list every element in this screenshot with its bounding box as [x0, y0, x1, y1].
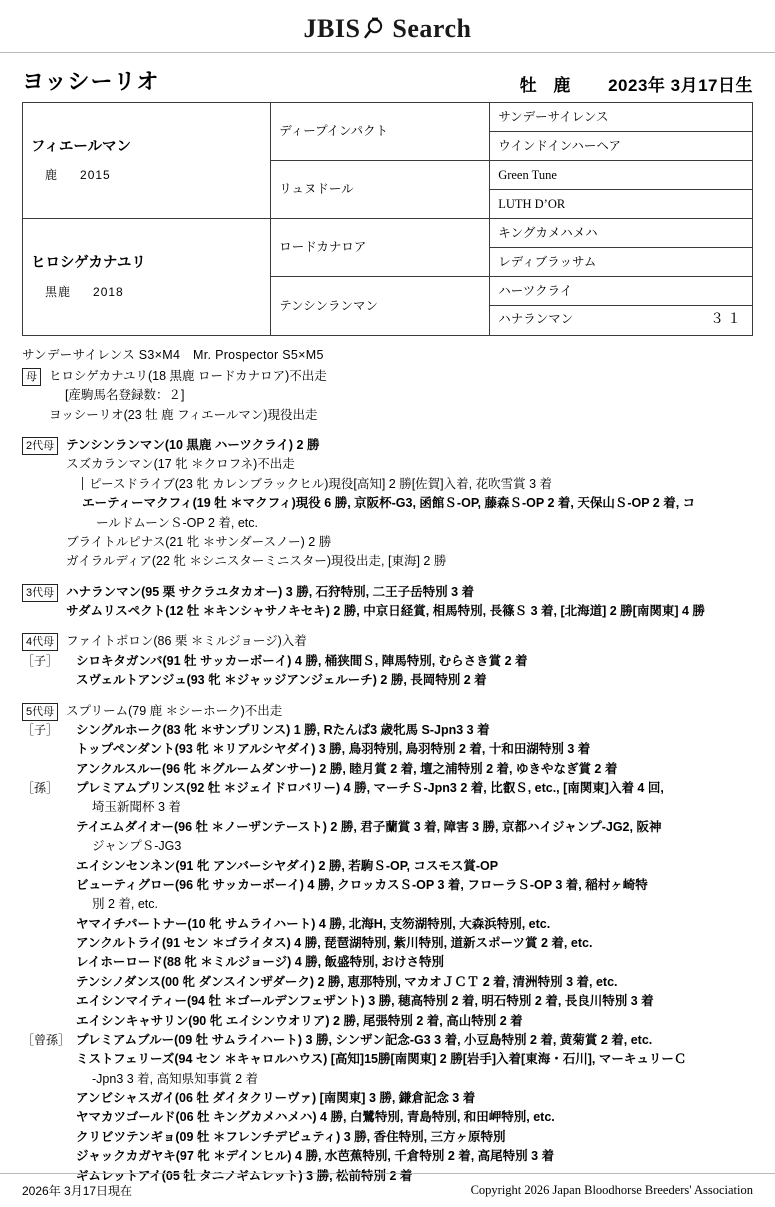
pedigree-note-text: ヒロシゲカナユリ(18 黒鹿 ロードカナロア)不出走 [49, 368, 327, 383]
pedigree-note-line [76, 652, 753, 671]
horse-birthdate: 2023年 3月17日生 [608, 76, 753, 95]
pedigree-note-line [76, 1108, 753, 1127]
pedigree-note-text: ハナランマン(95 栗 サクラユタカオー) 3 勝, 石狩特別, 二王子岳特別 3 着 [66, 584, 474, 599]
pedigree-section-row [22, 702, 753, 721]
pedigree-dam-name: ヒロシゲカナユリ [31, 255, 146, 272]
pedigree-dam-dam-cell[interactable]: テンシンランマン [271, 277, 490, 336]
pedigree-subsection-body [76, 1031, 753, 1186]
pedigree-note-text: シロキタガンバ(91 牡 サッカーボーイ) 4 勝, 桶狭間Ｓ, 陣馬特別, むらさき賞 2 着 [76, 653, 528, 668]
pedigree-note-text: エーティーマクフィ(19 牡 ＊マクフィ)現役 6 勝, 京阪杯-G3, 函館Ｓ-OP, 藤森Ｓ-OP 2 着, 天保山Ｓ-OP 2 着, コ [82, 496, 696, 511]
pedigree-note-line [66, 583, 753, 602]
pedigree-note-line [76, 915, 753, 934]
pedigree-note-line [66, 514, 753, 533]
pedigree-note-text: スヴェルトアンジュ(93 牝 ＊ジャッジアンジェルーチ) 2 勝, 長岡特別 2 着 [76, 673, 487, 688]
pedigree-dam-sire-cell[interactable]: ロードカナロア [271, 219, 490, 277]
pedigree-note-line [66, 602, 753, 621]
pedigree-table [22, 102, 753, 336]
pedigree-sire-dam-dam-cell[interactable]: LUTH D’OR [490, 190, 753, 219]
page-header [0, 0, 775, 53]
pedigree-note-text: プレミアムブルー(09 牡 サムライハート) 3 勝, シンザン記念-G3 3 着, 小豆島特別 2 着, 黄菊賞 2 着, etc. [76, 1032, 653, 1047]
pedigree-section-row [22, 367, 753, 425]
logo-jbis-text: JBIS [303, 14, 361, 43]
pedigree-dam-cell[interactable] [23, 219, 271, 336]
table-row [23, 219, 753, 248]
pedigree-note-line [66, 494, 753, 513]
pedigree-sire-name: フィエールマン [31, 138, 132, 155]
pedigree-note-text: サダムリスペクト(12 牡 ＊キンシャサノキセキ) 2 勝, 中京日経賞, 相馬特別, 長篠Ｓ 3 着, [北海道] 2 勝[南関東] 4 勝 [66, 604, 705, 619]
pedigree-note-line [76, 798, 753, 817]
pedigree-section-row [22, 583, 753, 622]
pedigree-note-line [76, 953, 753, 972]
pedigree-note-text: ヨッシーリオ(23 牡 鹿 フィエールマン)現役出走 [49, 407, 318, 422]
pedigree-note-text: エイシンキャサリン(90 牝 エイシンウオリア) 2 勝, 尾張特別 2 着, 高山特別 2 着 [76, 1013, 523, 1028]
pedigree-note-text: ミストフェリーズ(94 セン ＊キャロルハウス) [高知]15勝[南関東] 2 勝[岩手]入着[東海・石川], マーキュリーＣ [76, 1052, 687, 1067]
pedigree-subsection-row [22, 721, 753, 779]
pedigree-note-text: [産駒馬名登録数：２] [65, 388, 185, 403]
pedigree-note-line [76, 1012, 753, 1031]
pedigree-section [22, 632, 753, 690]
pedigree-note-text: プレミアムプリンス(92 牡 ＊ジェイドロバリー) 4 勝, マーチＳ-Jpn3 2 着, 比叡Ｓ, etc., [南関東]入着 4 回, [76, 781, 664, 796]
pedigree-note-line [76, 934, 753, 953]
pedigree-sire-detail [31, 167, 262, 183]
pedigree-section-body [66, 632, 753, 651]
pedigree-dam-sire-sire-cell[interactable]: キングカメハメハ [490, 219, 753, 248]
pedigree-note-line [76, 818, 753, 837]
horse-meta [520, 71, 753, 96]
pedigree-section [22, 583, 753, 622]
pedigree-note-line [76, 973, 753, 992]
pedigree-note-text: ジャンプＳ-JG3 [92, 839, 182, 854]
page-footer [0, 1173, 775, 1207]
pedigree-note-line [66, 552, 753, 571]
pedigree-note-text: シングルホーク(83 牝 ＊サンプリンス) 1 勝, Rたんぱ3 歳牝馬 S-Jpn3 3 着 [76, 722, 490, 737]
pedigree-note-text: アンクルスルー(96 牝 ＊グルームダンサー) 2 勝, 睦月賞 2 着, 壇之浦特別 2 着, ゆきやなぎ賞 2 着 [76, 761, 618, 776]
inbreeding-line: サンデーサイレンス S3×M4 Mr. Prospector S5×M5 [22, 347, 324, 362]
pedigree-note-line [76, 1128, 753, 1147]
pedigree-sire-dam-cell[interactable]: リュヌドール [271, 161, 490, 219]
pedigree-note-text: テイエムダイオー(96 牡 ＊ノーザンテースト) 2 勝, 君子蘭賞 3 着, 障害 3 勝, 京都ハイジャンプ-JG2, 阪神 [76, 819, 662, 834]
relation-label: ［子］ [22, 722, 59, 737]
pedigree-note-line [76, 1070, 753, 1089]
pedigree-note-line [76, 1031, 753, 1050]
logo-search-text: Search [392, 14, 472, 43]
pedigree-sire-sire-dam-cell[interactable]: ウインドインハーヘア [490, 132, 753, 161]
pedigree-subsection-row [22, 779, 753, 1031]
pedigree-section [22, 367, 753, 425]
generation-tag: 2代母 [22, 437, 58, 455]
pedigree-sire-sire-sire-cell[interactable]: サンデーサイレンス [490, 103, 753, 132]
pedigree-note-text: テンシンランマン(10 黒鹿 ハーツクライ) 2 勝 [66, 438, 320, 453]
pedigree-section-body [66, 702, 753, 721]
horse-title-row [0, 53, 775, 102]
pedigree-note-line [76, 1089, 753, 1108]
footer-copyright: Copyright 2026 Japan Bloodhorse Breeders' Association [470, 1182, 753, 1197]
pedigree-section-row [22, 436, 753, 572]
pedigree-note-line [76, 721, 753, 740]
pedigree-dam-dam-sire-cell[interactable]: ハーツクライ [490, 277, 753, 306]
pedigree-note-line [66, 533, 753, 552]
jbis-search-logo[interactable] [304, 14, 472, 44]
pedigree-notes [0, 367, 775, 1207]
pedigree-note-line [66, 455, 753, 474]
pedigree-note-line [76, 992, 753, 1011]
pedigree-section [22, 702, 753, 1186]
pedigree-subsection-row [22, 1031, 753, 1186]
pedigree-dam-color: 黒鹿 [45, 284, 72, 299]
pedigree-note-text: -Jpn3 3 着, 高知県知事賞 2 着 [92, 1071, 259, 1086]
pedigree-dam-year: 2018 [93, 284, 124, 299]
pedigree-section-row [22, 632, 753, 651]
pedigree-sire-cell[interactable] [23, 103, 271, 219]
pedigree-note-text: ファイトポロン(86 栗 ＊ミルジョージ)入着 [66, 634, 307, 649]
pedigree-note-line [66, 702, 753, 721]
generation-tag: 母 [22, 368, 41, 386]
pedigree-note-line [66, 436, 753, 455]
pedigree-note-text: ヤマイチパートナー(10 牝 サムライハート) 4 勝, 北海H, 支笏湖特別, 大森浜特別, etc. [76, 916, 551, 931]
pedigree-note-text: 別 2 着, etc. [92, 897, 158, 912]
pedigree-note-line [76, 895, 753, 914]
pedigree-note-text: 埼玉新聞杯 3 着 [92, 800, 181, 815]
pedigree-subsection-body [76, 652, 753, 691]
pedigree-note-text: ールドムーンＳ-OP 2 着, etc. [96, 515, 258, 530]
catalogue-number: ３１ [710, 312, 744, 327]
pedigree-note-text: テンシノダンス(00 牝 ダンスインザダーク) 2 勝, 恵那特別, マカオＪＣＴ 2 着, 清洲特別 3 着, etc. [76, 974, 618, 989]
pedigree-section-body [66, 436, 753, 572]
pedigree-note-text: レイホーロード(88 牝 ＊ミルジョージ) 4 勝, 飯盛特別, おけさ特別 [76, 955, 445, 970]
pedigree-note-text: ピースドライブ(23 牝 カレンブラックヒル)現役[高知] 2 勝[佐賀]入着, 花吹雪賞 3 着 [89, 476, 552, 491]
pedigree-note-line [76, 671, 753, 690]
pedigree-note-line [76, 779, 753, 798]
pedigree-note-text: スズカランマン(17 牝 ＊クロフネ)不出走 [66, 457, 295, 472]
pedigree-note-text: クリビツテンギョ(09 牡 ＊フレンチデピュティ) 3 勝, 香住特別, 三方ヶ原特別 [76, 1129, 506, 1144]
pedigree-note-line [49, 386, 753, 405]
pedigree-note-text: アンクルトライ(91 セン ＊ゴライタス) 4 勝, 琵琶湖特別, 紫川特別, 道新スポーツ賞 2 着, etc. [76, 936, 593, 951]
pedigree-sire-dam-sire-cell[interactable]: Green Tune [490, 161, 753, 190]
pedigree-section-body [66, 583, 753, 622]
pedigree-note-line [76, 876, 753, 895]
pedigree-note-text: ヤマカツゴールド(06 牡 キングカメハメハ) 4 勝, 白鷺特別, 青島特別, 和田岬特別, etc. [76, 1110, 555, 1125]
pedigree-dam-detail [31, 284, 262, 300]
pedigree-subsection-body [76, 779, 753, 1031]
relation-label: ［子］ [22, 653, 59, 668]
pedigree-note-text: エイシンマイティー(94 牡 ＊ゴールデンフェザント) 3 勝, 穂高特別 2 着, 明石特別 2 着, 長良川特別 3 着 [76, 994, 654, 1009]
pedigree-subsection-row [22, 652, 753, 691]
pedigree-note-line [76, 760, 753, 779]
pedigree-sire-color: 鹿 [45, 168, 59, 183]
pedigree-section [22, 436, 753, 572]
pedigree-table-wrap [0, 102, 775, 336]
pedigree-note-text: ジャックカガヤキ(97 牝 ＊デインヒル) 4 勝, 水芭蕉特別, 千倉特別 2 着, 高尾特別 3 着 [76, 1149, 555, 1164]
relation-label: ［曾孫］ [22, 1032, 71, 1047]
pedigree-note-text: ビューティグロー(96 牝 サッカーボーイ) 4 勝, クロッカスＳ-OP 3 着, フローラＳ-OP 3 着, 稲村ヶ崎特 [76, 877, 648, 892]
relation-label: ［孫］ [22, 781, 59, 796]
pedigree-note-text: トップペンダント(93 牝 ＊リアルシヤダイ) 3 勝, 鳥羽特別, 鳥羽特別 2 着, 十和田湖特別 3 着 [76, 742, 591, 757]
pedigree-note-text: ブライトルピナス(21 牝 ＊サンダースノー) 2 勝 [66, 534, 332, 549]
pedigree-note-line [76, 857, 753, 876]
pedigree-note-text: スプリーム(79 鹿 ＊シーホーク)不出走 [66, 703, 283, 718]
pedigree-note-text: エイシンセンネン(91 牝 アンバーシヤダイ) 2 勝, 若駒Ｓ-OP, コスモス賞-OP [76, 858, 499, 873]
horse-sex-color: 牡 鹿 [519, 76, 577, 95]
generation-tag: 5代母 [22, 703, 58, 721]
pedigree-note-line [49, 367, 753, 386]
pedigree-dam-sire-dam-cell[interactable]: レディブラッサム [490, 248, 753, 277]
pedigree-note-line [76, 1147, 753, 1166]
pedigree-section-body [49, 367, 753, 425]
magnifier-icon [363, 16, 389, 42]
pedigree-note-text: ギムレットアイ(05 牡 タニノギムレット) 3 勝, 松前特別 2 着 [76, 1168, 413, 1183]
pedigree-dam-dam-dam-name: ハナランマン [498, 312, 574, 326]
table-row [23, 103, 753, 132]
pedigree-note-line [49, 406, 753, 425]
pedigree-note-line [66, 475, 753, 494]
pedigree-note-text: アンビシャスガイ(06 牡 ダイタクリーヴァ) [南関東] 3 勝, 鎌倉記念 3 着 [76, 1091, 476, 1106]
pedigree-dam-dam-dam-cell[interactable] [490, 306, 753, 336]
pedigree-sire-sire-cell[interactable]: ディープインパクト [271, 103, 490, 161]
tree-branch-icon [82, 477, 83, 490]
footer-date: 2026年 3月17日現在 [22, 1183, 133, 1198]
pedigree-note-text: ガイラルディア(22 牝 ＊シニスターミニスター)現役出走, [東海] 2 勝 [66, 554, 447, 569]
pedigree-note-line [76, 740, 753, 759]
pedigree-note-line [76, 837, 753, 856]
generation-tag: 3代母 [22, 584, 58, 602]
generation-tag: 4代母 [22, 633, 58, 651]
page-title: ヨッシーリオ [22, 69, 160, 94]
pedigree-note-line [76, 1050, 753, 1069]
pedigree-sire-year: 2015 [80, 168, 111, 183]
pedigree-subsection-body [76, 721, 753, 779]
pedigree-note-line [66, 632, 753, 651]
